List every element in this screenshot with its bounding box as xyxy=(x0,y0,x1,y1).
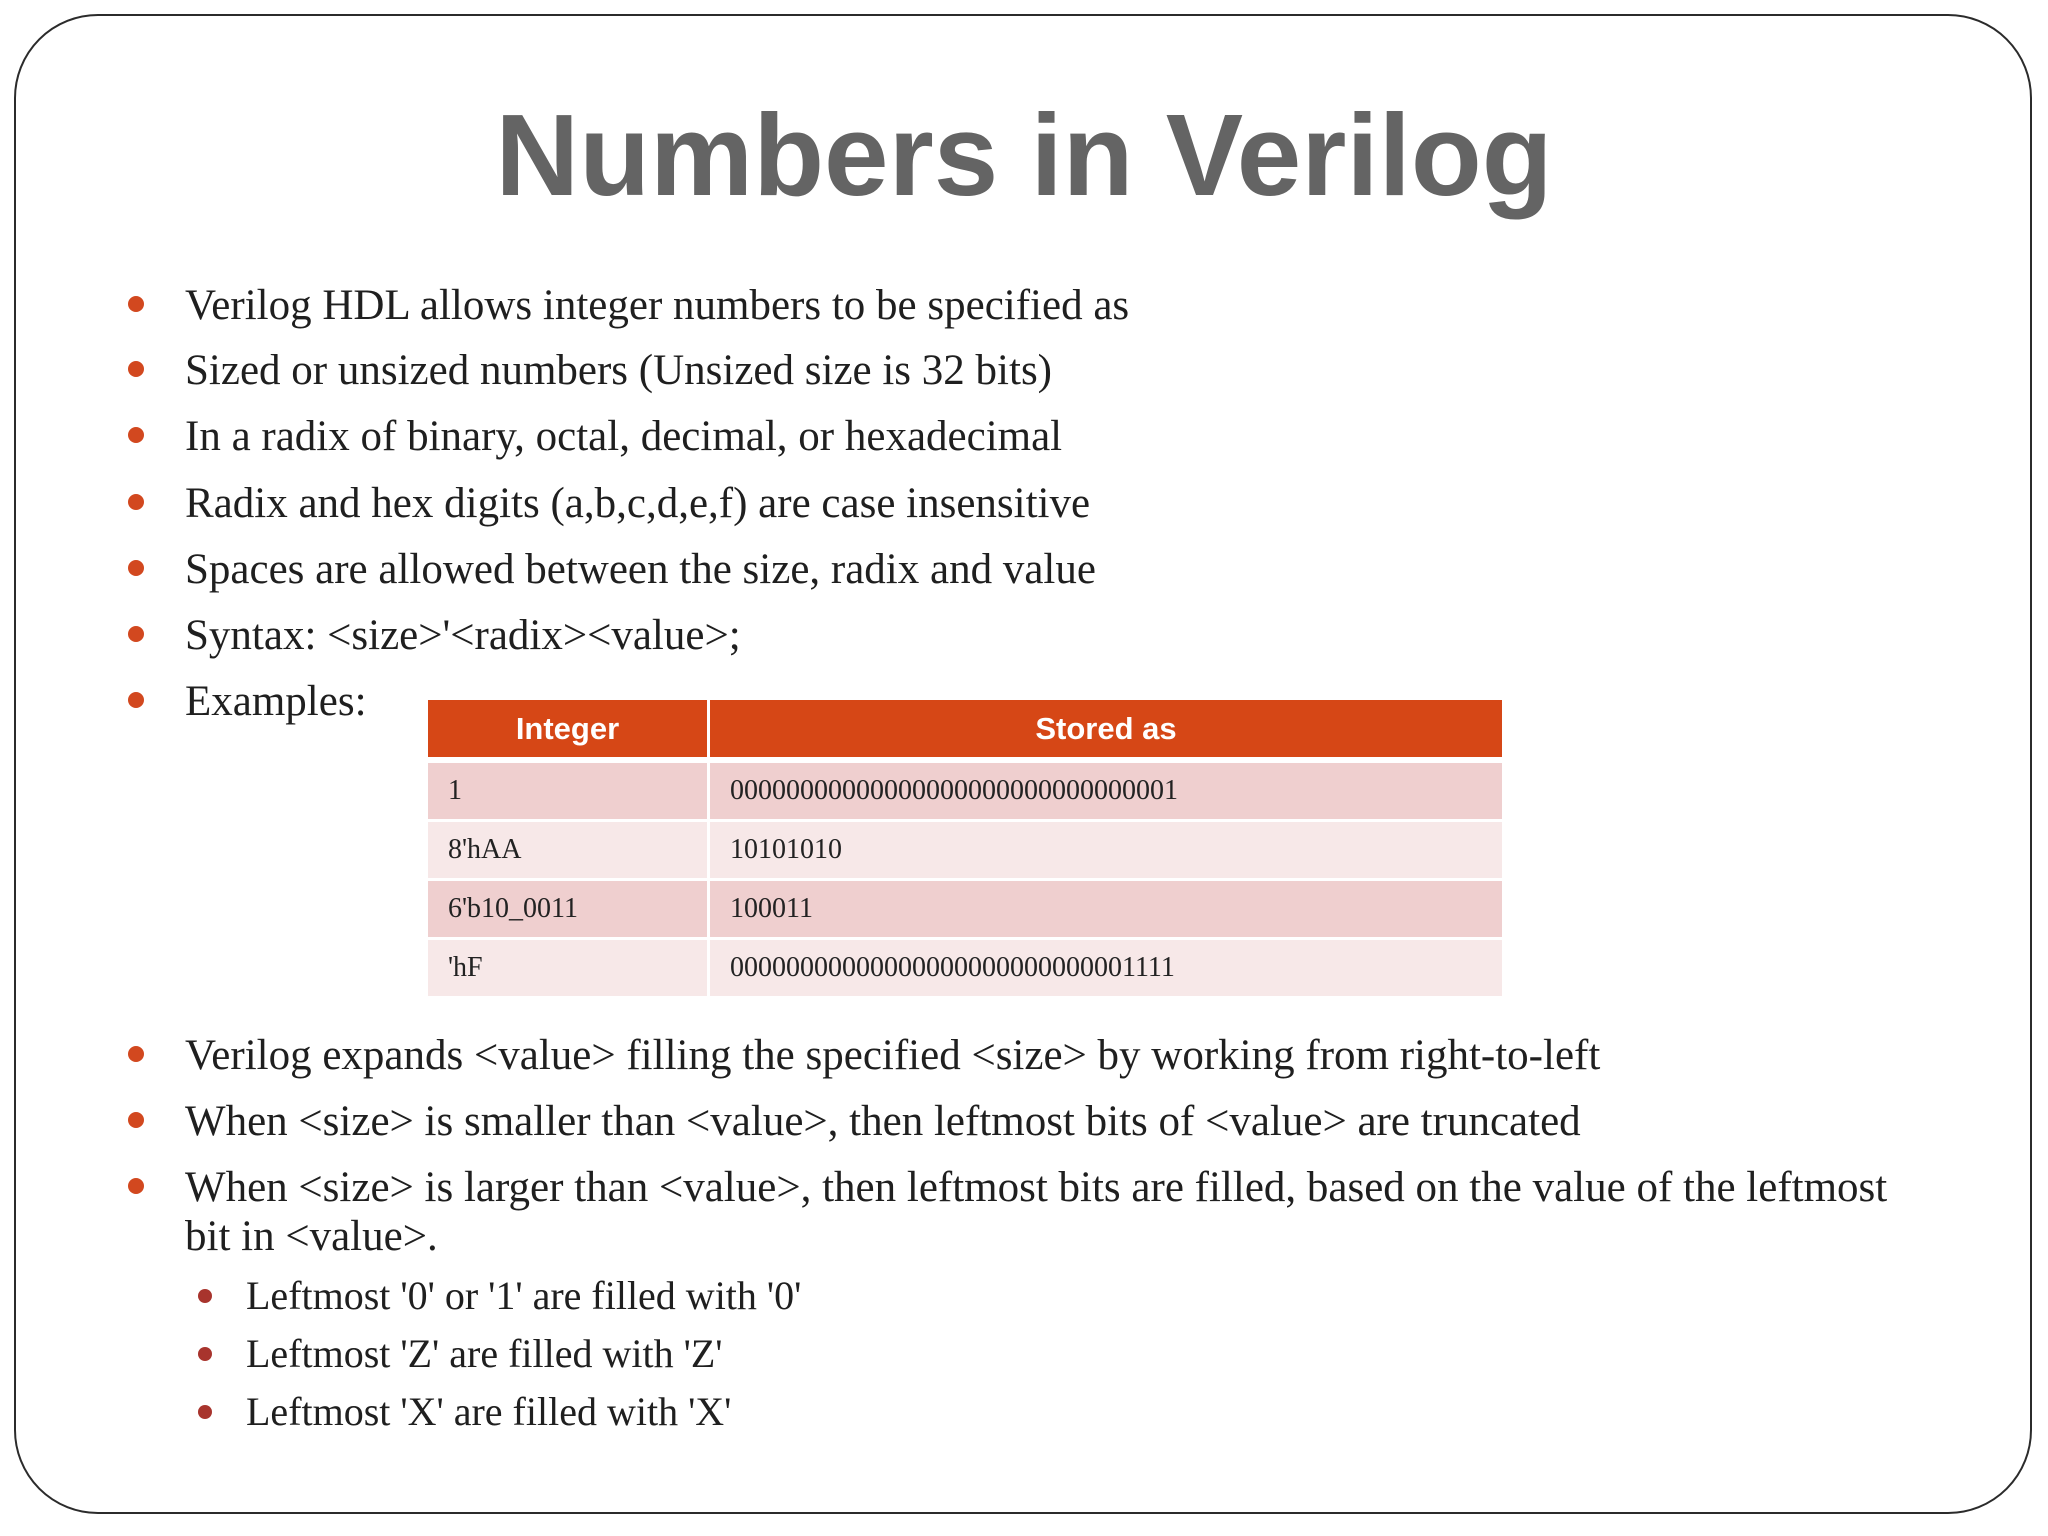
bullet-item xyxy=(185,1031,1600,1080)
column-header-stored-as: Stored as xyxy=(710,700,1502,763)
bullet-dot-icon xyxy=(128,692,144,708)
bullet-dot-icon xyxy=(128,1046,144,1062)
bullet-dot-icon xyxy=(128,1178,144,1194)
bullet-text: Verilog expands <value> filling the specified <size> by working from right-to-left xyxy=(185,1032,1601,1079)
bullet-item xyxy=(185,281,1129,330)
bullet-text: In a radix of binary, octal, decimal, or hexadecimal xyxy=(185,413,1063,460)
bullet-dot-icon xyxy=(128,494,144,510)
stored-as-cell: 00000000000000000000000000001111 xyxy=(710,940,1502,999)
integer-cell: 1 xyxy=(428,763,710,822)
column-header-integer: Integer xyxy=(428,700,710,763)
bullet-item xyxy=(185,1163,1905,1261)
sub-bullet-dot-icon xyxy=(198,1405,212,1419)
sub-bullet-item xyxy=(246,1273,801,1319)
bullet-item xyxy=(185,677,367,726)
sub-bullet-text: Leftmost '0' or '1' are filled with '0' xyxy=(246,1273,802,1318)
bullet-text: Syntax: <size>'<radix><value>; xyxy=(185,612,741,659)
sub-bullet-dot-icon xyxy=(198,1347,212,1361)
bullet-dot-icon xyxy=(128,361,144,377)
integer-cell: 'hF xyxy=(428,940,710,999)
integer-cell: 8'hAA xyxy=(428,822,710,881)
examples-table xyxy=(428,700,1502,999)
stored-as-cell: 10101010 xyxy=(710,822,1502,881)
bullet-text: Sized or unsized numbers (Unsized size is 32 bits) xyxy=(185,347,1052,394)
bullet-dot-icon xyxy=(128,626,144,642)
sub-bullet-item xyxy=(246,1389,731,1435)
sub-bullet-dot-icon xyxy=(198,1289,212,1303)
sub-bullet-item xyxy=(246,1331,722,1377)
bullet-item xyxy=(185,611,741,660)
table-row xyxy=(428,940,1502,999)
bullet-item xyxy=(185,545,1096,594)
table-row xyxy=(428,822,1502,881)
bullet-dot-icon xyxy=(128,296,144,312)
stored-as-cell: 00000000000000000000000000000001 xyxy=(710,763,1502,822)
sub-bullet-text: Leftmost 'Z' are filled with 'Z' xyxy=(246,1331,723,1376)
bullet-dot-icon xyxy=(128,427,144,443)
integer-cell: 6'b10_0011 xyxy=(428,881,710,940)
bullet-item xyxy=(185,479,1090,528)
bullet-dot-icon xyxy=(128,560,144,576)
bullet-item xyxy=(185,412,1062,461)
bullet-dot-icon xyxy=(128,1112,144,1128)
stored-as-cell: 100011 xyxy=(710,881,1502,940)
table-row xyxy=(428,763,1502,822)
slide-title: Numbers in Verilog xyxy=(495,90,1553,220)
bullet-item xyxy=(185,1097,1581,1146)
bullet-text: Radix and hex digits (a,b,c,d,e,f) are case insensitive xyxy=(185,480,1091,527)
table-header-row xyxy=(428,700,1502,763)
bullet-text: When <size> is smaller than <value>, then leftmost bits of <value> are truncated xyxy=(185,1098,1581,1145)
sub-bullet-text: Leftmost 'X' are filled with 'X' xyxy=(246,1389,732,1434)
table-row xyxy=(428,881,1502,940)
bullet-text: When <size> is larger than <value>, then leftmost bits are filled, based on the value of the leftmost bit in <value>. xyxy=(185,1164,1888,1260)
bullet-text: Verilog HDL allows integer numbers to be specified as xyxy=(185,282,1130,329)
bullet-text: Spaces are allowed between the size, radix and value xyxy=(185,546,1096,593)
bullet-item xyxy=(185,346,1052,395)
bullet-text: Examples: xyxy=(185,678,367,725)
